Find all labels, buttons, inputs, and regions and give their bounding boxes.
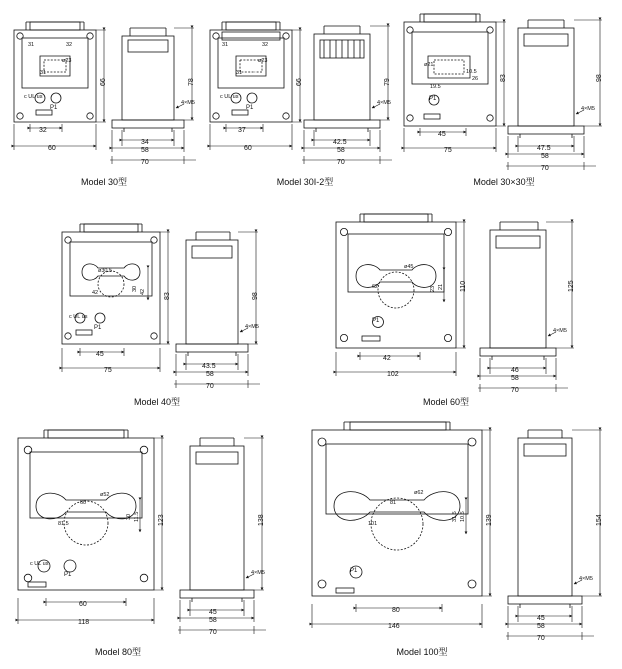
model-30i2-hole: ø23 (258, 58, 268, 64)
model-100-width-outer: 146 (388, 623, 400, 630)
model-100-front (312, 422, 482, 596)
model-30i-2-side (304, 26, 380, 132)
model-30-side (112, 28, 184, 132)
model-100-caption: Model 100型 (396, 647, 448, 657)
model-100-bar2: 10.5 (460, 511, 466, 522)
model-80-width-inner: 60 (79, 601, 87, 608)
model-30i2-width-outer: 60 (244, 145, 252, 152)
model-30x30-height: 83 (500, 74, 507, 82)
model-80-side (180, 438, 254, 602)
model-30i2-ul-mark: c UL us (220, 94, 239, 100)
model-40-bar2: 42 (140, 288, 146, 295)
model-30-label-top-right: 32 (66, 42, 73, 48)
model-30i2-caption: Model 30I-2型 (276, 177, 334, 187)
model-100-side (508, 430, 582, 608)
model-30-side-base3: 70 (141, 159, 149, 166)
model-100-side-base2: 58 (537, 623, 545, 630)
model-30i2-side-base3: 70 (337, 159, 345, 166)
model-80-side-base3: 70 (209, 629, 217, 636)
model-30-width-inner: 32 (39, 127, 47, 134)
model-30i2-side-height: 79 (384, 78, 391, 86)
model-30x30-width-outer: 75 (444, 147, 452, 154)
model-30i2-mount-note: 4×M5 (377, 100, 391, 106)
model-30x30-front (404, 14, 496, 126)
model-40-width-outer: 75 (104, 367, 112, 374)
model-30x30-bar2: 26 (472, 76, 479, 82)
model-60-side-base3: 70 (511, 387, 519, 394)
model-30-side-base1: 34 (141, 139, 149, 146)
model-60-p1-mark: P1 (372, 318, 380, 324)
model-40-mount-note: 4×M5 (245, 324, 259, 330)
model-40-hole: ø30.5 (98, 268, 113, 274)
model-80-height: 123 (158, 514, 165, 526)
model-100-bar: 101 (368, 521, 378, 527)
model-40-bar: 42 (92, 290, 99, 296)
model-80-mount-note: 4×M5 (251, 570, 265, 576)
model-40-caption: Model 40型 (133, 397, 181, 407)
model-60-bar: 62 (372, 284, 379, 290)
model-80-bar4: 60 (80, 500, 87, 506)
model-40-side-base3: 70 (206, 383, 214, 390)
model-30i2-side-base2: 58 (337, 147, 345, 154)
model-30i2-width-inner: 37 (238, 127, 246, 134)
model-30-p1-mark: P1 (50, 105, 58, 111)
model-60-bar2: 21 (438, 283, 444, 290)
model-30i2-label-top-left: 31 (222, 42, 229, 48)
model-80-bar2: 11.5 (134, 511, 140, 522)
model-60-hole: ø45 (404, 264, 414, 270)
model-30i2-label-top-right: 32 (262, 42, 269, 48)
model-60-mount-note: 4×M5 (553, 328, 567, 334)
model-80-ul-mark: c UL us (30, 561, 49, 567)
model-30x30-width-inner: 45 (438, 131, 446, 138)
model-40-p1-mark: P1 (94, 325, 102, 331)
model-100-mount-note: 4×M5 (579, 576, 593, 582)
model-60-side-base1: 46 (511, 367, 519, 374)
model-30-side-base2: 58 (141, 147, 149, 154)
model-80-side-height: 138 (258, 514, 265, 526)
model-30x30-side-base1: 47.5 (537, 145, 551, 152)
model-40-side-height: 98 (252, 292, 259, 300)
model-30x30-caption: Model 30×30型 (473, 177, 535, 187)
model-100-hole: ø62 (414, 490, 424, 496)
model-80-hole: ø52 (100, 492, 110, 498)
model-60-side-base2: 58 (511, 375, 519, 382)
model-40-front (62, 224, 160, 344)
model-30x30-p1-mark: P1 (429, 96, 437, 102)
model-30-label-top-left: 31 (28, 42, 35, 48)
model-40-width-inner: 45 (96, 351, 104, 358)
model-30-height: 66 (100, 78, 107, 86)
model-60-bar3: 23 (430, 285, 436, 292)
model-80-p1-mark: P1 (64, 572, 72, 578)
model-60-front (336, 214, 456, 348)
model-30i2-p1-mark: P1 (246, 105, 254, 111)
model-30x30-side-base3: 70 (541, 165, 549, 172)
model-80-width-outer: 118 (78, 619, 90, 626)
model-40-side (176, 232, 248, 356)
model-40-side-base1: 43.5 (202, 363, 216, 370)
model-30x30-side-height: 98 (596, 74, 603, 82)
model-30x30-hole: ø21 (424, 62, 434, 68)
model-100-bar3: 31.5 (452, 511, 458, 522)
model-60-caption: Model 60型 (422, 397, 470, 407)
model-30-ul-mark: c UL us (24, 94, 43, 100)
model-100-side-height: 154 (596, 514, 603, 526)
model-100-height: 139 (486, 514, 493, 526)
model-30i2-height: 66 (296, 78, 303, 86)
model-100-width-inner: 80 (392, 607, 400, 614)
model-30x30-bar3: 19.5 (430, 84, 441, 90)
model-80-side-base1: 45 (209, 609, 217, 616)
model-100-p1-mark: P1 (350, 568, 358, 574)
model-30x30-side-base2: 58 (541, 153, 549, 160)
model-30-width-outer: 60 (48, 145, 56, 152)
model-100-bar4: 81 (390, 500, 397, 506)
model-30-bar: 31 (40, 70, 47, 76)
model-60-side-height: 125 (568, 280, 575, 292)
model-30x30-side (508, 20, 584, 138)
model-30-side-height: 78 (188, 78, 195, 86)
model-100-side-base1: 45 (537, 615, 545, 622)
model-80-bar: 81.5 (58, 521, 69, 527)
model-100-side-base3: 70 (537, 635, 545, 642)
model-40-bar3: 30 (132, 285, 138, 292)
model-80-caption: Model 80型 (94, 647, 142, 657)
model-40-height: 83 (164, 292, 171, 300)
model-40-side-base2: 58 (206, 371, 214, 378)
model-30-mount-note: 4×M5 (181, 100, 195, 106)
model-30-caption: Model 30型 (80, 177, 128, 187)
model-80-side-base2: 58 (209, 617, 217, 624)
model-60-width-inner: 42 (383, 355, 391, 362)
model-40-ul-mark: c UL us (69, 314, 88, 320)
model-60-side (480, 222, 556, 360)
model-60-height: 110 (460, 280, 467, 292)
model-30i2-side-base1: 42.5 (333, 139, 347, 146)
model-60-width-outer: 102 (387, 371, 399, 378)
model-30i2-bar: 31 (236, 70, 243, 76)
model-30-hole: ø23 (62, 58, 72, 64)
model-30x30-bar: 10.5 (466, 69, 477, 75)
model-30x30-mount-note: 4×M5 (581, 106, 595, 112)
model-80-bar3: 30 (126, 513, 132, 520)
